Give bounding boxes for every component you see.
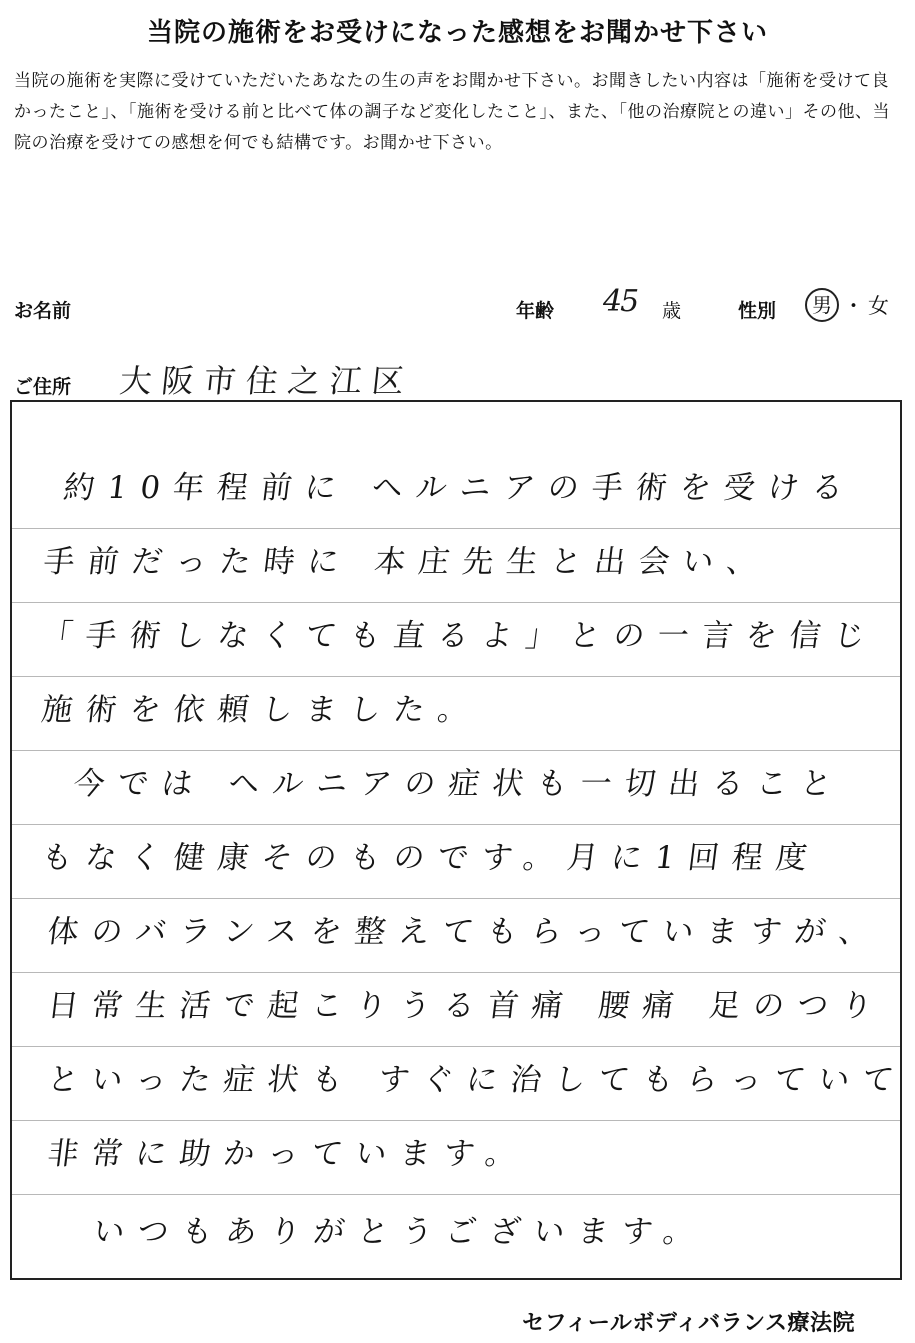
rule-line [12,1046,900,1047]
rule-line [12,898,900,899]
rule-line [12,676,900,677]
intro-text: 当院の施術を実際に受けていただいたあなたの生の声をお聞かせ下さい。お聞きしたい内容は「施術を受けて良かったこと」、「施術を受ける前と比べて体の調子など変化したこと」、また、「他の治療院との違い」その他、当院の治療を受けての感想を何でも結構です。お聞かせ下さい。 [14,71,890,153]
comment-line: いつもありがとうございます。 [91,1214,710,1250]
clinic-name: セフィールボディバランス療法院 [522,1311,855,1336]
comment-line: 施術を依頼しました。 [39,692,484,728]
comment-line: 「手術しなくても直るよ」との一言を信じ [39,618,880,654]
gender-options [805,288,889,322]
rule-line [12,1194,900,1195]
page-title: 当院の施術をお受けになった感想をお聞かせ下さい [146,18,768,48]
rule-line [12,1120,900,1121]
rule-line [12,972,900,973]
age-unit: 歳 [662,300,682,322]
comment-line: 日常生活で起こりうる首痛 腰痛 足のつり [45,988,888,1024]
comment-line: といった症状も すぐに治してもらっていて [45,1062,909,1098]
comment-line: 約10年程前に ヘルニアの手術を受ける [61,470,859,506]
rule-line [12,750,900,751]
gender-male-circled: 男 [805,288,839,322]
comment-line: 手前だった時に 本庄先生と出会い、 [41,544,773,580]
gender-separator: ・ [843,294,864,318]
comment-line: もなく健康そのものです。月に1回程度 [39,840,823,876]
gender-female: 女 [868,294,889,318]
comment-line: 体のバランスを整えてもらっていますが、 [45,914,885,950]
rule-line [12,602,900,603]
name-label: お名前 [14,300,72,322]
age-label: 年齢 [516,300,555,322]
rule-line [12,824,900,825]
age-value: 45 [603,284,638,319]
comment-line: 非常に助かっています。 [45,1136,532,1172]
comment-line: 今では ヘルニアの症状も一切出ること [71,766,847,802]
rule-line [12,528,900,529]
comment-box [10,400,909,1280]
address-value: 大阪市住之江区 [117,362,416,400]
gender-label: 性別 [738,300,777,322]
address-label: ご住所 [14,376,72,398]
